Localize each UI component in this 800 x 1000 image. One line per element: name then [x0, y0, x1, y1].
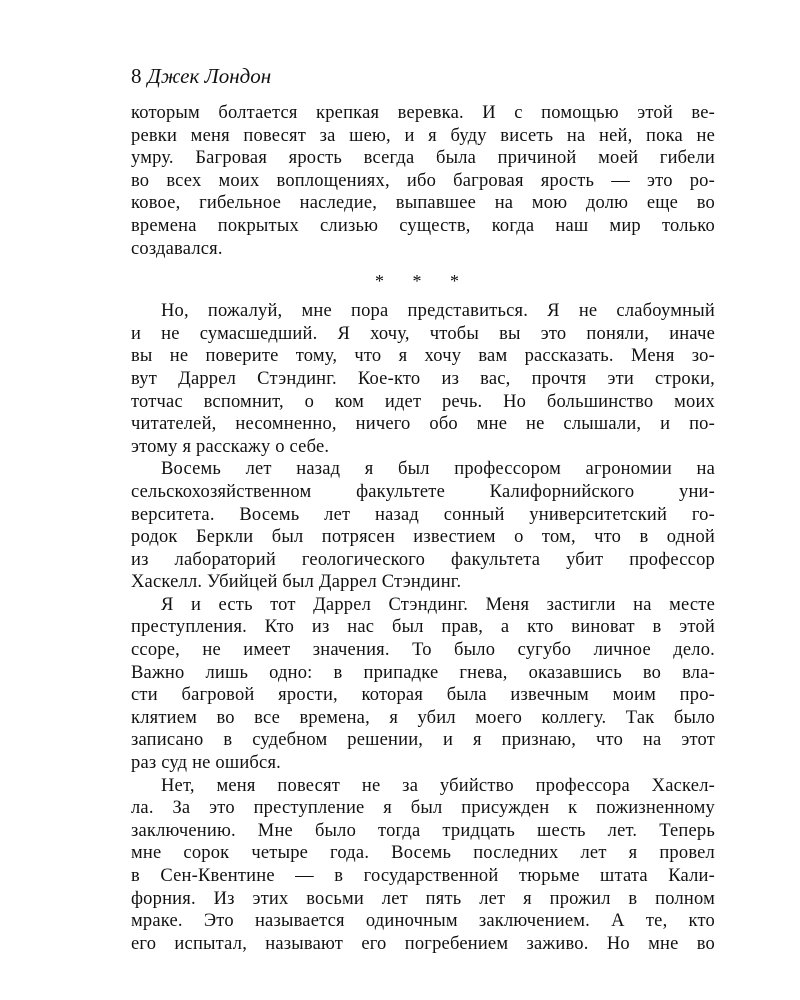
text-line: Восемь лет назад я был профессором агрономии на [161, 459, 715, 480]
paragraph-1 [131, 300, 715, 458]
text-line: родок Беркли был потрясен известием о том, что в одной [131, 527, 715, 548]
text-line: ковое, гибельное наследие, выпавшее на мою долю еще во [131, 193, 715, 214]
text-line: создавался. [131, 238, 223, 259]
text-line: умру. Багровая ярость всегда была причиной моей гибели [131, 148, 715, 169]
text-line: в Сен-Квентине — в государственной тюрьме штата Кали- [131, 866, 715, 886]
text-line: читателей, несомненно, ничего обо мне не слышали, и по- [131, 414, 715, 435]
text-line: верситета. Восемь лет назад сонный университетский го- [131, 504, 715, 525]
paragraph-2 [131, 458, 715, 594]
text-line: этому я расскажу о себе. [131, 436, 330, 457]
text-line: сельскохозяйственном факультете Калифорнийского уни- [131, 481, 715, 502]
text-line: Важно лишь одно: в припадке гнева, оказавшись во вла- [131, 662, 715, 683]
text-line: Но, пожалуй, мне пора представиться. Я не слабоумный [161, 301, 715, 322]
text-line: времена покрытых слизью существ, когда наш мир только [131, 215, 715, 236]
text-line: ревки меня повесят за шею, и я буду висеть на ней, пока не [131, 125, 715, 146]
text-line: из лабораторий геологического факультета убит профессор [131, 549, 715, 570]
text-line: сти багровой ярости, которая была извечным моим про- [131, 685, 715, 706]
page-number: 8 [131, 64, 142, 88]
text-line: клятием во все времена, я убил моего коллегу. Так было [131, 707, 715, 728]
text-line: во всех моих воплощениях, ибо багровая ярость — это ро- [131, 170, 715, 191]
text-line: Хаскелл. Убийцей был Даррел Стэндинг. [131, 572, 462, 593]
book-page [131, 62, 715, 955]
text-line: тотчас вспомнит, о ком идет речь. Но большинство моих [131, 391, 715, 412]
text-line: форния. Из этих восьми лет пять лет я прожил в полном [131, 888, 715, 909]
text-line: Я и есть тот Даррел Стэндинг. Меня застигли на месте [161, 594, 715, 615]
paragraph-3 [131, 594, 715, 775]
paragraph-4 [131, 775, 715, 956]
text-line: ла. За это преступление я был присужден к пожизненному [131, 798, 715, 819]
text-line: преступления. Кто из нас был прав, а кто виноват в этой [131, 617, 715, 638]
running-header [131, 62, 715, 90]
text-line: мне сорок четыре года. Восемь последних лет я провел [131, 843, 715, 864]
text-line: ссоре, не имеет значения. То было сугубо личное дело. [131, 640, 715, 661]
text-line: которым болтается крепкая веревка. И с помощью этой ве- [131, 103, 715, 123]
text-line: записано в судебном решении, и я признаю, что на этот [131, 730, 715, 751]
text-line: вы не поверите тому, что я хочу вам рассказать. Меня зо- [131, 346, 715, 367]
text-line: вут Даррел Стэндинг. Кое-кто из вас, прочтя эти строки, [131, 368, 715, 389]
text-line: и не сумасшедший. Я хочу, чтобы вы это поняли, иначе [131, 323, 715, 344]
text-line: его испытал, называют его погребением заживо. Но мне во [131, 933, 715, 954]
section-separator: * * * [375, 271, 471, 292]
text-line: раз суд не ошибся. [131, 753, 281, 774]
author-name: Джек Лондон [147, 64, 272, 88]
text-line: Нет, меня повесят не за убийство профессора Хаскел- [161, 775, 715, 796]
paragraph-continued [131, 102, 715, 260]
text-line: заключению. Мне было тогда тридцать шесть лет. Теперь [131, 820, 715, 841]
text-line: мраке. Это называется одиночным заключением. А те, кто [131, 911, 715, 932]
